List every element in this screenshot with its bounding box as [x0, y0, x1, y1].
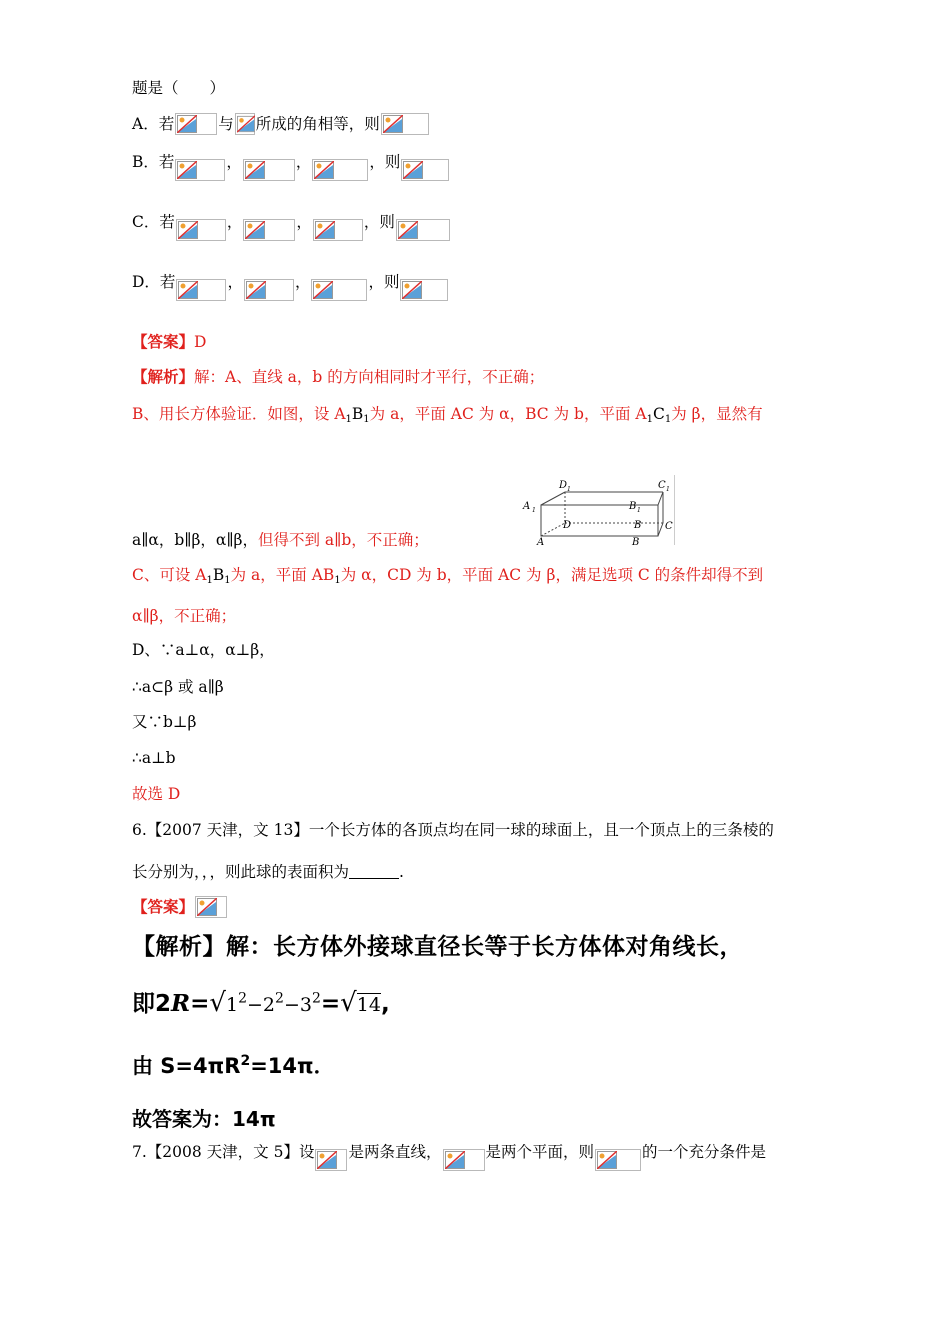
broken-image-icon: [176, 279, 226, 301]
broken-image-icon: [195, 896, 227, 918]
analysis-5-line-8: 又∵b⊥β: [132, 713, 197, 731]
analysis-6-line-3: 由 $S=4\pi R^2=14\pi$．: [132, 1053, 335, 1078]
analysis-5-line-4: C、可设 $A_1B_1$为 a，平面 $AB_1$为 α，CD 为 b，平面 AC 为 β，满足选项 C 的条件却得不到: [132, 566, 764, 586]
analysis-5-line-7: ∴a⊂β 或 a∥β: [132, 678, 224, 696]
broken-image-icon: [243, 219, 295, 241]
broken-image-icon: [312, 159, 368, 181]
broken-image-icon: [235, 113, 255, 135]
broken-image-icon: [176, 219, 226, 241]
analysis-5-line-6: D、∵a⊥α，α⊥β，: [132, 641, 275, 659]
q5-option-d: D．若 ， ， ，则: [132, 272, 449, 301]
svg-text:1: 1: [567, 486, 571, 493]
broken-image-icon: [175, 113, 217, 135]
analysis-5-line-1: 【解析】解：A、直线 a，b 的方向相同时才平行，不正确；: [132, 367, 545, 386]
analysis-6-line-2: 即$2R=√1^2-2^2-3^2=√14$,: [132, 988, 390, 1018]
q5-option-a: A．若 与 所成的角相等，则: [132, 113, 430, 135]
analysis-5-line-9: ∴a⊥b: [132, 749, 176, 767]
broken-image-icon: [315, 1149, 347, 1171]
broken-image-icon: [313, 219, 363, 241]
analysis-5-line-10: 故选 D: [132, 785, 181, 803]
analysis-6-line-1: 【解析】解：长方体外接球直径长等于长方体体对角线长，: [132, 934, 743, 960]
broken-image-icon: [401, 159, 449, 181]
broken-image-icon: [311, 279, 367, 301]
answer-blank[interactable]: [349, 864, 399, 879]
q7-line-1: 7.【2008 天津，文 5】设 是两条直线， 是两个平面，则 的一个充分条件是: [132, 1142, 766, 1171]
analysis-5-line-2: B、用长方体验证．如图，设 $A_1B_1$为 a，平面 AC 为 α，BC 为 b，平面 $A_1C_1$为 β，显然有: [132, 405, 763, 425]
label-d: D: [563, 520, 572, 531]
label-c: C: [665, 521, 673, 532]
cuboid-diagram: [521, 475, 674, 545]
broken-image-icon: [396, 219, 450, 241]
svg-text:1: 1: [637, 507, 641, 514]
q5-option-c: C．若 ， ， ，则: [132, 212, 451, 241]
label-c1: C: [658, 480, 666, 491]
label-a1: A: [523, 501, 531, 512]
svg-text:1: 1: [666, 486, 670, 493]
q5-option-b: B．若 ， ， ，则: [132, 152, 450, 181]
q5-stem-end: 题是（ ）: [132, 79, 226, 97]
q6-line-2: 长分别为，，，则此球的表面积为 .: [132, 863, 404, 881]
broken-image-icon: [381, 113, 429, 135]
analysis-5-line-5: α∥β，不正确；: [132, 607, 237, 625]
analysis-6-line-4: 故答案为：14π: [132, 1107, 276, 1131]
label-b-mid: B: [634, 520, 642, 531]
answer-6: 【答案】: [132, 896, 228, 918]
broken-image-icon: [175, 159, 225, 181]
answer-5: 【答案】D: [132, 332, 207, 351]
broken-image-icon: [443, 1149, 485, 1171]
label-b1: B: [629, 501, 637, 512]
broken-image-icon: [400, 279, 448, 301]
broken-image-icon: [244, 279, 294, 301]
broken-image-icon: [243, 159, 295, 181]
broken-image-icon: [595, 1149, 641, 1171]
svg-text:1: 1: [532, 507, 536, 514]
analysis-5-line-3: a∥α，b∥β，α∥β，但得不到 a∥b，不正确；: [132, 531, 429, 549]
label-d1: D: [559, 480, 568, 491]
label-a: A: [537, 537, 545, 545]
label-b: B: [632, 537, 640, 545]
q6-line-1: 6.【2007 天津，文 13】一个长方体的各顶点均在同一球的球面上，且一个顶点上的三条棱的: [132, 821, 774, 839]
cuboid-figure: [521, 475, 675, 545]
